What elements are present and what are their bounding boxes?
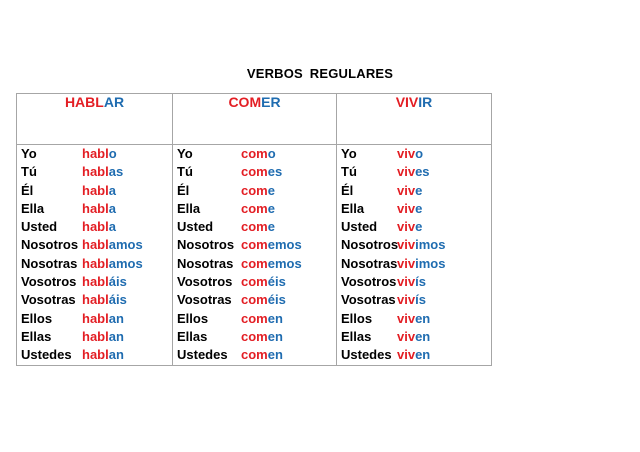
verb-ending: e (267, 200, 275, 216)
verb-ending: e (415, 200, 423, 216)
verb-ending: en (415, 310, 431, 326)
verb-stem: com (241, 182, 268, 198)
verb-stem: habl (82, 347, 109, 363)
conjugation-row (337, 273, 491, 291)
verb-stem: habl (82, 328, 109, 344)
verb-ending: en (267, 347, 283, 363)
conjugation-row (17, 182, 172, 200)
verb-stem: viv (397, 237, 416, 253)
conjugation-row (17, 328, 172, 346)
pronoun: Vosotras (21, 292, 76, 308)
header-ending: AR (103, 94, 125, 110)
conjugation-row (337, 346, 491, 364)
pronoun: Vosotras (341, 292, 396, 308)
verb-form (241, 255, 302, 273)
verb-ending: an (108, 347, 124, 363)
conjugation-row (337, 163, 491, 181)
verb-ending: e (415, 219, 423, 235)
verb-stem: habl (82, 200, 109, 216)
verb-stem: com (241, 200, 268, 216)
verb-ending: es (415, 164, 430, 180)
verb-ending: imos (415, 255, 446, 271)
verb-form (241, 218, 275, 236)
conjugation-row (337, 255, 491, 273)
body-row (17, 145, 492, 366)
verb-form (397, 346, 430, 364)
column-hablar (17, 145, 173, 366)
conjugation-row (17, 218, 172, 236)
verb-form (241, 310, 283, 328)
header-row (17, 94, 492, 145)
verb-stem: com (241, 164, 268, 180)
pronoun: Ustedes (21, 347, 72, 363)
verb-ending: e (415, 182, 423, 198)
pronoun: Nosotras (341, 255, 398, 271)
pronoun: Vosotras (177, 292, 232, 308)
conjugation-row (173, 236, 336, 254)
pronoun: Ellos (341, 310, 373, 326)
verb-form (82, 328, 124, 346)
verb-ending: áis (108, 292, 127, 308)
verb-form (82, 310, 124, 328)
conjugation-row (173, 145, 336, 163)
header-ending: ER (261, 94, 281, 110)
verb-stem: viv (397, 164, 416, 180)
verb-form (241, 145, 276, 163)
verb-stem: habl (82, 146, 109, 161)
pronoun: Ellas (341, 328, 372, 344)
pronoun: Ellas (177, 328, 208, 344)
conjugation-row (17, 255, 172, 273)
verb-ending: áis (108, 274, 127, 290)
verb-ending: a (108, 219, 116, 235)
pronoun: Yo (21, 146, 37, 161)
verb-stem: com (241, 237, 268, 253)
verb-form (397, 310, 430, 328)
conjugation-row (337, 145, 491, 163)
pronoun: Ellas (21, 328, 52, 344)
conjugation-row (337, 182, 491, 200)
pronoun: Usted (341, 219, 378, 235)
conjugation-table (16, 93, 492, 366)
verb-form (82, 273, 127, 291)
conjugation-row (337, 236, 491, 254)
conjugation-row (173, 163, 336, 181)
pronoun: Usted (177, 219, 214, 235)
verb-stem: viv (397, 274, 416, 290)
verb-ending: imos (415, 237, 446, 253)
verb-ending: amos (108, 255, 143, 271)
verb-form (241, 328, 283, 346)
verb-stem: com (241, 328, 268, 344)
header-hablar (17, 94, 173, 145)
verb-ending: amos (108, 237, 143, 253)
verb-form (82, 200, 116, 218)
header-stem: COM (228, 94, 262, 110)
conjugation-row (17, 310, 172, 328)
verb-stem: com (241, 292, 268, 308)
verb-ending: an (108, 328, 124, 344)
verb-form (397, 145, 423, 163)
verb-form (397, 273, 426, 291)
verb-stem: com (241, 347, 268, 363)
pronoun: Nosotros (21, 237, 79, 253)
verb-stem: viv (397, 219, 416, 235)
verb-form (82, 163, 123, 181)
pronoun: Ella (177, 200, 201, 216)
pronoun: Él (177, 182, 190, 198)
conjugation-row (17, 145, 172, 163)
pronoun: Él (341, 182, 354, 198)
verb-form (82, 346, 124, 364)
pronoun: Nosotros (341, 237, 399, 253)
verb-stem: viv (397, 328, 416, 344)
verb-ending: éis (267, 292, 286, 308)
verb-ending: as (108, 164, 124, 180)
conjugation-row (17, 291, 172, 309)
verb-stem: viv (397, 310, 416, 326)
conjugation-row (337, 291, 491, 309)
verb-ending: en (415, 347, 431, 363)
header-vivir (337, 94, 492, 145)
pronoun: Usted (21, 219, 58, 235)
pronoun: Ellos (177, 310, 209, 326)
verb-stem: viv (397, 182, 416, 198)
pronoun: Ella (21, 200, 45, 216)
verb-ending: an (108, 310, 124, 326)
verb-form (241, 236, 302, 254)
verb-form (241, 163, 282, 181)
pronoun: Yo (341, 146, 357, 161)
verb-stem: habl (82, 237, 109, 253)
verb-form (397, 218, 422, 236)
verb-form (241, 346, 283, 364)
conjugation-row (17, 273, 172, 291)
conjugation-row (173, 346, 336, 364)
pronoun: Ustedes (341, 347, 392, 363)
verb-form (397, 328, 430, 346)
verb-form (397, 182, 422, 200)
verb-stem: viv (397, 255, 416, 271)
verb-stem: habl (82, 292, 109, 308)
verb-form (82, 182, 116, 200)
conjugation-row (173, 328, 336, 346)
column-vivir (337, 145, 492, 366)
verb-form (397, 255, 445, 273)
verb-stem: com (241, 146, 268, 161)
verb-stem: com (241, 274, 268, 290)
verb-stem: com (241, 255, 268, 271)
verb-ending: o (108, 146, 117, 161)
conjugation-row (17, 200, 172, 218)
verb-stem: viv (397, 292, 416, 308)
pronoun: Él (21, 182, 34, 198)
verb-form (397, 200, 422, 218)
verb-stem: habl (82, 255, 109, 271)
verb-ending: en (267, 310, 283, 326)
verb-stem: viv (397, 146, 416, 161)
conjugation-row (337, 328, 491, 346)
verb-stem: viv (397, 200, 416, 216)
verb-form (241, 182, 275, 200)
conjugation-row (17, 346, 172, 364)
conjugation-row (173, 200, 336, 218)
verb-stem: com (241, 310, 268, 326)
verb-form (397, 291, 426, 309)
conjugation-row (17, 236, 172, 254)
verb-ending: en (267, 328, 283, 344)
verb-ending: ís (415, 292, 426, 308)
verb-stem: habl (82, 274, 109, 290)
verb-stem: viv (397, 347, 416, 363)
conjugation-row (173, 182, 336, 200)
conjugation-row (173, 273, 336, 291)
verb-form (82, 145, 117, 163)
verb-stem: habl (82, 310, 109, 326)
pronoun: Tú (177, 164, 193, 180)
pronoun: Ella (341, 200, 365, 216)
verb-form (82, 218, 116, 236)
header-stem: HABL (64, 94, 104, 110)
conjugation-row (337, 310, 491, 328)
pronoun: Yo (177, 146, 193, 161)
conjugation-row (337, 218, 491, 236)
verb-ending: es (267, 164, 283, 180)
verb-form (397, 236, 445, 254)
verb-stem: com (241, 219, 268, 235)
pronoun: Nosotros (177, 237, 235, 253)
verb-ending: en (415, 328, 431, 344)
header-ending: IR (418, 94, 433, 110)
verb-form (241, 291, 286, 309)
verb-form (241, 200, 275, 218)
verb-stem: habl (82, 182, 109, 198)
conjugation-row (17, 163, 172, 181)
conjugation-row (173, 310, 336, 328)
verb-form (241, 273, 286, 291)
verb-ending: o (267, 146, 276, 161)
verb-ending: e (267, 219, 275, 235)
pronoun: Vosotros (177, 274, 233, 290)
conjugation-row (173, 218, 336, 236)
verb-ending: o (415, 146, 424, 161)
conjugation-row (173, 255, 336, 273)
verb-stem: habl (82, 219, 109, 235)
header-stem: VIV (395, 94, 419, 110)
conjugation-row (337, 200, 491, 218)
verb-ending: emos (267, 237, 302, 253)
verb-form (82, 255, 143, 273)
verb-form (82, 291, 127, 309)
conjugation-row (173, 291, 336, 309)
verb-ending: a (108, 200, 116, 216)
header-comer (173, 94, 337, 145)
verb-ending: e (267, 182, 275, 198)
verb-ending: emos (267, 255, 302, 271)
verb-ending: a (108, 182, 116, 198)
verb-ending: éis (267, 274, 286, 290)
column-comer (173, 145, 337, 366)
pronoun: Vosotros (341, 274, 397, 290)
page-title: VERBOS REGULARES (246, 66, 394, 81)
pronoun: Ustedes (177, 347, 228, 363)
verb-stem: habl (82, 164, 109, 180)
pronoun: Vosotros (21, 274, 77, 290)
verb-form (397, 163, 430, 181)
pronoun: Tú (21, 164, 37, 180)
pronoun: Tú (341, 164, 357, 180)
pronoun: Nosotras (177, 255, 234, 271)
verb-ending: ís (415, 274, 426, 290)
verb-form (82, 236, 143, 254)
pronoun: Ellos (21, 310, 53, 326)
pronoun: Nosotras (21, 255, 78, 271)
